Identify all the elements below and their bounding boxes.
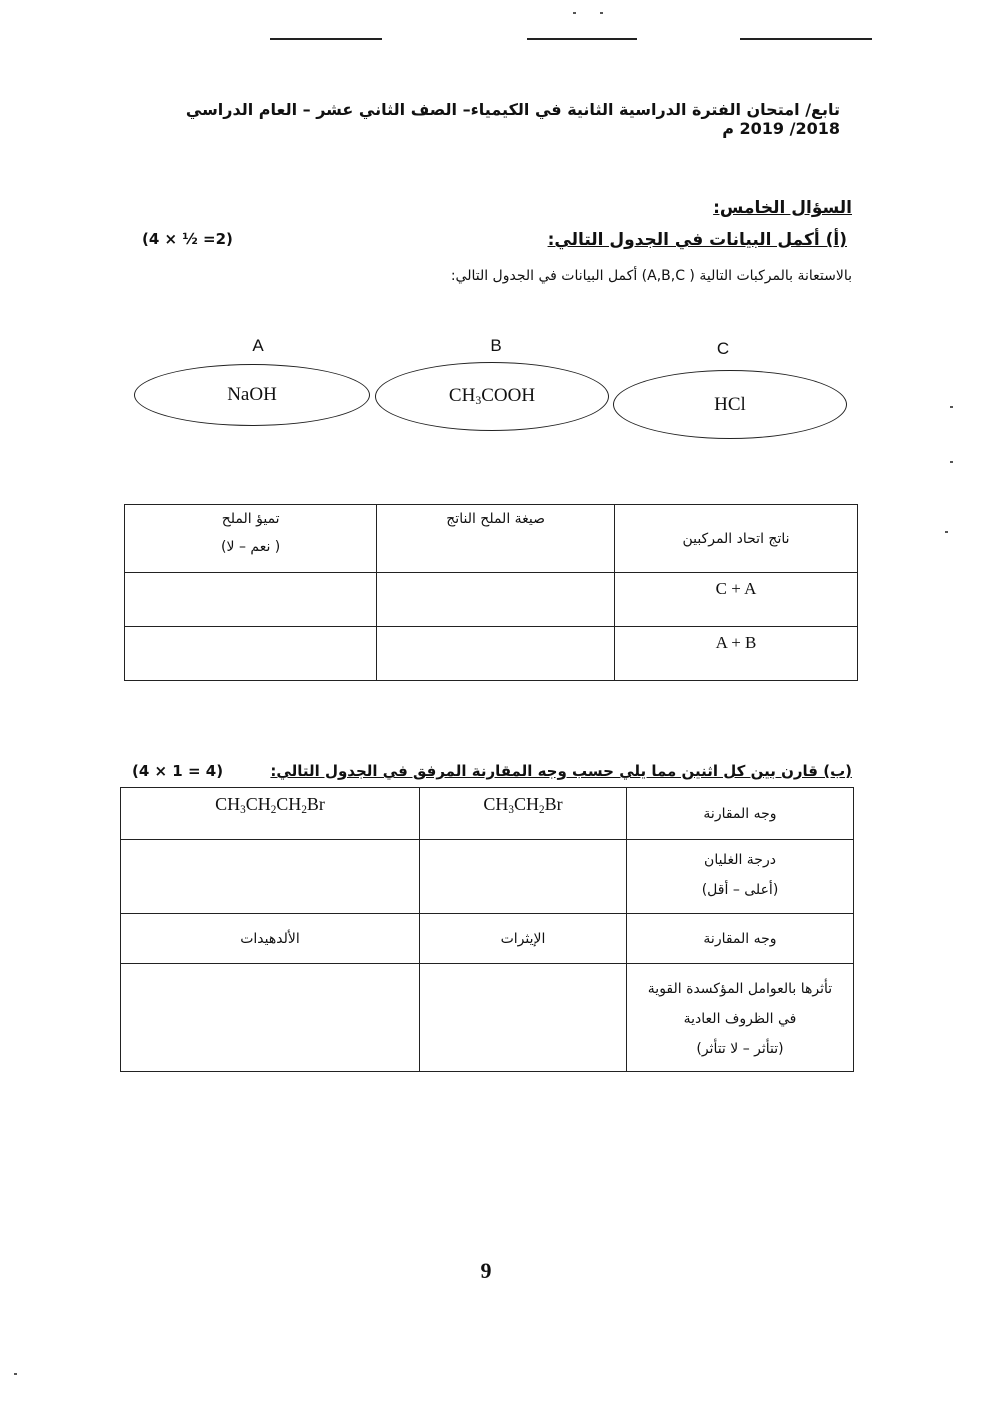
part-b-marks: (4 × 1 = 4) xyxy=(132,762,224,780)
scan-speck xyxy=(950,406,953,408)
scan-speck xyxy=(600,12,603,14)
answer-cell-hydrolysis-row2[interactable] xyxy=(125,627,377,681)
header-comparison-aspect-2: وجه المقارنة xyxy=(627,914,854,964)
compound-ellipse-a xyxy=(134,364,370,426)
compound-ellipse-b xyxy=(375,362,609,431)
part-b-table-1 xyxy=(120,787,854,914)
page-number: 9 xyxy=(480,1258,492,1283)
answer-cell-oxidation-aldehydes[interactable] xyxy=(121,964,420,1072)
part-b-title: (ب) قارن بين كل اثنين مما يلي حسب وجه المقارنة المرفق في الجدول التالي: xyxy=(270,762,852,780)
compound-formula-b: $CH_3COOH$ xyxy=(448,385,536,407)
header-aldehydes: الألدهيدات xyxy=(121,914,420,964)
header-product: ناتج اتحاد المركبين xyxy=(615,505,858,573)
scan-speck xyxy=(573,12,576,14)
header-rule-middle xyxy=(527,38,637,40)
header-ethyl-bromide: $CH_3CH_2Br$ xyxy=(420,788,627,840)
header-rule-right xyxy=(740,38,872,40)
question-title: السؤال الخامس: xyxy=(713,198,852,218)
header-rule-left xyxy=(270,38,382,40)
compound-formula-a: NaOH xyxy=(227,384,277,405)
page-header-title: تابع/ امتحان الفترة الدراسية الثانية في الكيمياء– الصف الثاني عشر – العام الدراسي 2018/ 2019 م xyxy=(185,100,840,138)
scan-speck xyxy=(945,531,948,533)
scan-speck xyxy=(14,1373,17,1375)
answer-cell-oxidation-ethers[interactable] xyxy=(420,964,627,1072)
compound-label-a: A xyxy=(252,336,264,355)
row-label-boiling-point: درجة الغليان (أعلى – أقل) xyxy=(627,840,854,914)
part-b-table-2 xyxy=(120,913,854,1072)
header-propyl-bromide: $CH_3CH_2CH_2Br$ xyxy=(121,788,420,840)
part-a-title: (أ) أكمل البيانات في الجدول التالي: xyxy=(547,230,847,250)
answer-cell-boiling-ethyl[interactable] xyxy=(420,840,627,914)
answer-cell-salt-row1[interactable] xyxy=(377,573,615,627)
header-salt-formula: صيغة الملح الناتج xyxy=(377,505,615,573)
answer-cell-salt-row2[interactable] xyxy=(377,627,615,681)
part-a-table xyxy=(124,504,858,681)
compound-formula-c: HCl xyxy=(714,393,746,415)
compound-label-c: C xyxy=(716,339,730,358)
header-hydrolysis: تميؤ الملح ( نعم – لا) xyxy=(125,505,377,573)
compound-label-b: B xyxy=(490,336,502,355)
row-label-c-plus-a: C + A xyxy=(615,573,858,627)
part-a-marks: (4 × ½ =2) xyxy=(142,230,233,248)
part-a-instruction: بالاستعانة بالمركبات التالية ( A,B,C) أكمل البيانات في الجدول التالي: xyxy=(450,268,852,284)
row-label-oxidation: تأثرها بالعوامل المؤكسدة القوية في الظروف العادية (تتأثر – لا تتأثر) xyxy=(627,964,854,1072)
compound-ellipse-c xyxy=(613,370,847,439)
header-ethers: الإيثرات xyxy=(420,914,627,964)
scan-speck xyxy=(950,461,953,463)
answer-cell-hydrolysis-row1[interactable] xyxy=(125,573,377,627)
row-label-a-plus-b: A + B xyxy=(615,627,858,681)
answer-cell-boiling-propyl[interactable] xyxy=(121,840,420,914)
header-comparison-aspect-1: وجه المقارنة xyxy=(627,788,854,840)
